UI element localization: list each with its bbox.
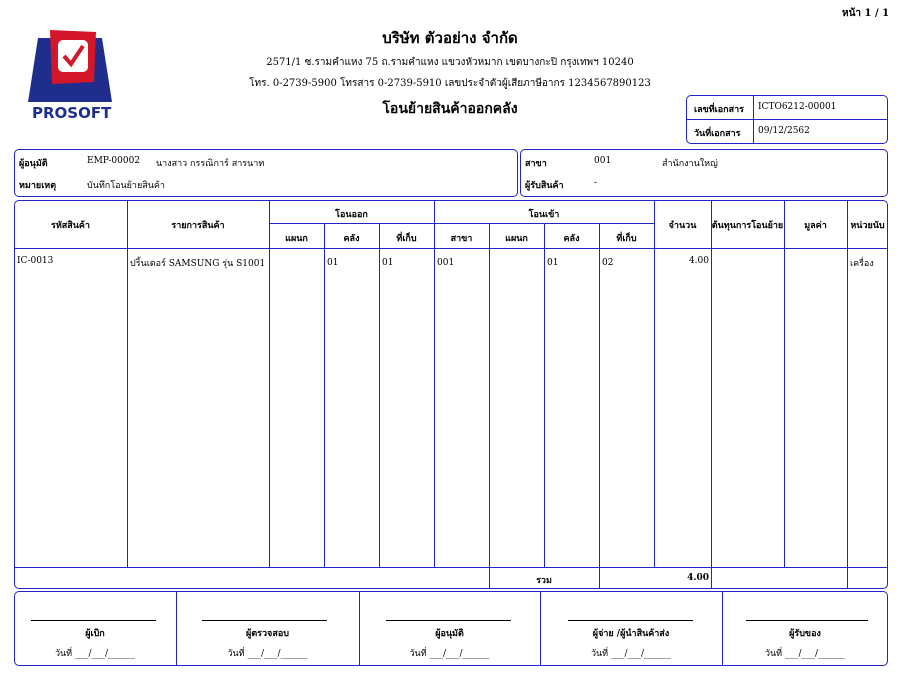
branch-name: สำนักงานใหญ่ — [662, 159, 718, 169]
col-desc-header: รายการสินค้า — [171, 221, 225, 231]
signature-title: ผู้ตรวจสอบ — [246, 629, 289, 639]
signature-title: ผู้รับของ — [789, 629, 821, 639]
signature-title: ผู้อนุมัติ — [435, 629, 464, 639]
row-in-loc: 02 — [602, 258, 614, 268]
company-contact: โทร. 0-2739-5900 โทรสาร 0-2739-5910 เลขประจำตัวผู้เสียภาษีอากร 1234567890123 — [249, 78, 651, 89]
doc-date-value: 09/12/2562 — [758, 126, 810, 136]
row-unit: เครื่อง — [850, 259, 874, 269]
receiver-value: - — [594, 178, 598, 188]
logo-text: PROSOFT — [32, 104, 112, 122]
col-code-header: รหัสสินค้า — [51, 221, 90, 231]
col-value-header: มูลค่า — [804, 221, 827, 231]
company-name: บริษัท ตัวอย่าง จำกัด — [382, 29, 518, 47]
doc-no-value: ICTO6212-00001 — [758, 102, 837, 112]
receiver-label: ผู้รับสินค้า — [525, 181, 564, 191]
in-dept-header: แผนก — [505, 234, 528, 244]
col-qty-header: จำนวน — [668, 221, 697, 231]
branch-code: 001 — [594, 156, 612, 166]
row-in-branch: 001 — [437, 258, 455, 268]
remark-label: หมายเหตุ — [19, 181, 57, 191]
doc-no-label: เลขที่เอกสาร — [694, 105, 744, 115]
signature-date: วันที่ ___/___/______ — [590, 649, 672, 659]
row-out-wh: 01 — [327, 258, 339, 268]
col-cost-header: ต้นทุนการโอนย้าย — [711, 221, 784, 231]
out-wh-header: คลัง — [343, 234, 360, 244]
company-address: 2571/1 ซ.รามคำแหง 75 ถ.รามคำแหง แขวงหัวหมาก เขตบางกะปิ กรุงเทพฯ 10240 — [266, 57, 634, 68]
branch-label: สาขา — [525, 159, 547, 169]
col-unit-header: หน่วยนับ — [850, 221, 885, 231]
out-loc-header: ที่เก็บ — [396, 234, 417, 244]
signature-date: วันที่ ___/___/______ — [54, 649, 136, 659]
total-qty: 4.00 — [687, 573, 709, 583]
in-loc-header: ที่เก็บ — [616, 234, 637, 244]
document-title: โอนย้ายสินค้าออกคลัง — [382, 101, 518, 117]
out-dept-header: แผนก — [285, 234, 308, 244]
group-in-header: โอนเข้า — [528, 210, 560, 220]
group-out-header: โอนออก — [335, 210, 368, 220]
row-qty: 4.00 — [688, 256, 709, 266]
total-label: รวม — [536, 576, 552, 586]
approver-name: นางสาว กรรณิการ์ สารนาท — [156, 159, 265, 169]
signature-date: วันที่ ___/___/______ — [764, 649, 846, 659]
company-logo — [20, 26, 118, 122]
row-in-wh: 01 — [547, 258, 559, 268]
in-branch-header: สาขา — [450, 234, 473, 244]
signature-title: ผู้จ่าย /ผู้นำสินค้าส่ง — [592, 629, 670, 639]
doc-date-label: วันที่เอกสาร — [694, 129, 741, 139]
row-out-loc: 01 — [382, 258, 394, 268]
in-wh-header: คลัง — [563, 234, 580, 244]
signature-date: วันที่ ___/___/______ — [227, 649, 308, 659]
check-shield-logo-icon — [20, 26, 118, 102]
row-code: IC-0013 — [17, 256, 54, 266]
approver-label: ผู้อนุมัติ — [19, 159, 48, 169]
signature-date: วันที่ ___/___/______ — [409, 649, 490, 659]
approver-code: EMP-00002 — [87, 156, 141, 166]
remark-value: บันทึกโอนย้ายสินค้า — [87, 181, 165, 191]
row-desc: ปริ้นเตอร์ SAMSUNG รุ่น S1001 — [130, 259, 266, 269]
page-number: หน้า 1 / 1 — [842, 8, 890, 19]
signature-title: ผู้เบิก — [85, 629, 105, 639]
